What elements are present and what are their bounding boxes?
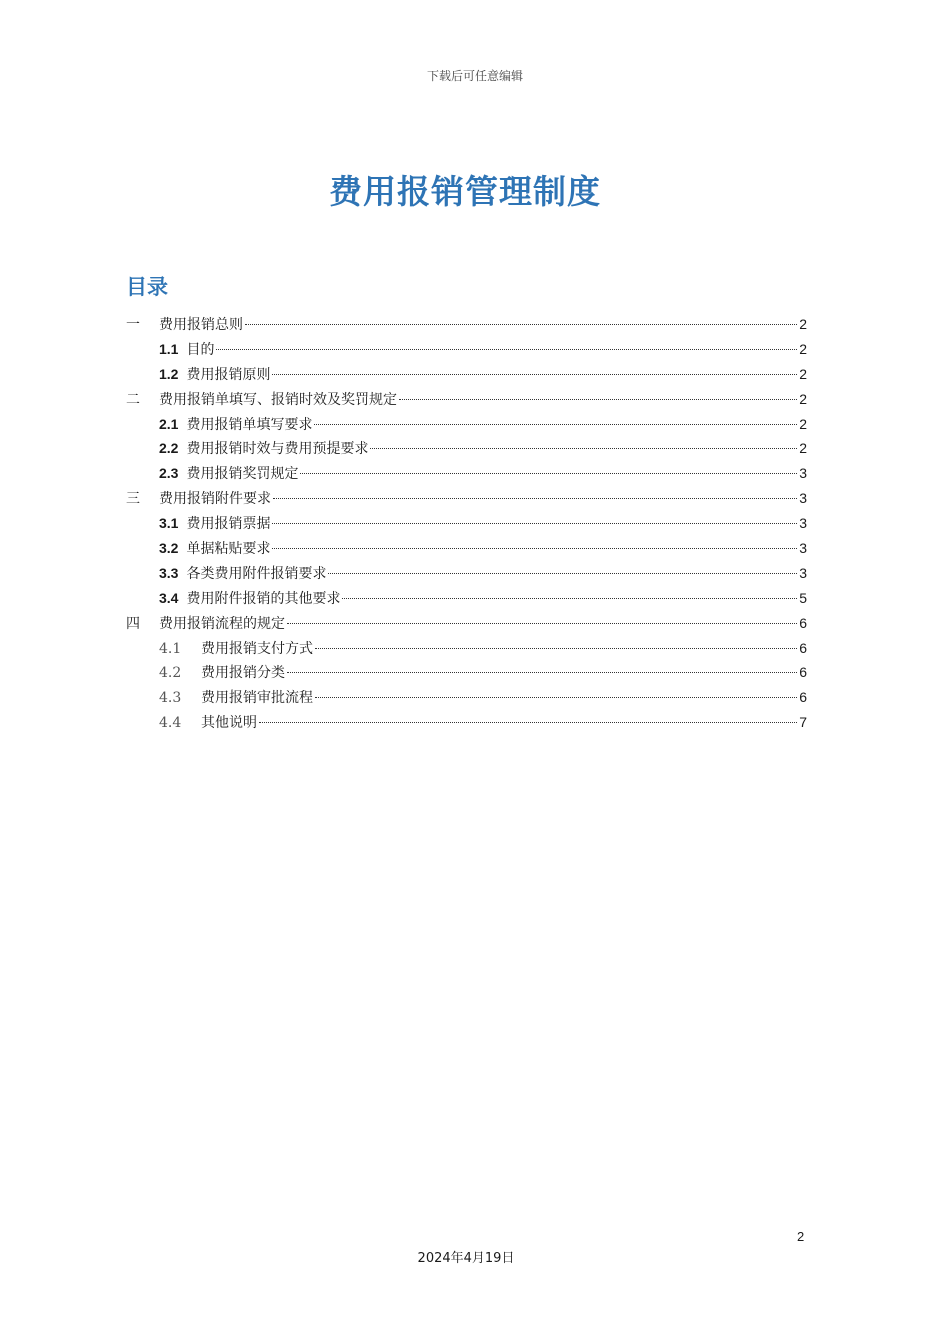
toc-entry[interactable] (126, 511, 807, 536)
toc-entry-page: 3 (799, 465, 807, 482)
toc-entry-page: 3 (799, 490, 807, 507)
toc-dot-leader (287, 672, 797, 673)
toc-entry[interactable] (126, 611, 807, 636)
toc-entry-number: 1.1 (159, 340, 179, 357)
toc-entry-number: 4.1 (159, 640, 182, 657)
toc-entry-page: 2 (799, 340, 807, 357)
toc-entry[interactable] (126, 586, 807, 611)
toc-entry-label: 费用报销附件要求 (159, 491, 271, 508)
toc-dot-leader (370, 448, 797, 449)
toc-entry-number: 3.4 (159, 589, 179, 606)
toc-dot-leader (272, 523, 797, 524)
toc-dot-leader (259, 722, 797, 723)
toc-entry-label: 费用报销分类 (201, 665, 285, 682)
toc-entry-page: 3 (799, 540, 807, 557)
toc-entry-page: 2 (799, 390, 807, 407)
toc-entry-page: 3 (799, 564, 807, 581)
toc-entry[interactable] (126, 486, 807, 511)
toc-entry-number: 3.1 (159, 515, 179, 532)
toc-entry[interactable] (126, 337, 807, 362)
toc-entry-page: 6 (799, 614, 807, 631)
toc-entry[interactable] (126, 412, 807, 437)
toc-entry-number: 3.2 (159, 540, 179, 557)
toc-entry-number: 1.2 (159, 365, 179, 382)
toc-entry-label: 其他说明 (201, 715, 257, 732)
toc-entry-page: 6 (799, 664, 807, 681)
toc-dot-leader (314, 424, 797, 425)
toc-entry[interactable] (126, 436, 807, 461)
toc-dot-leader (315, 697, 797, 698)
toc-entry-label: 费用报销票据 (186, 516, 271, 533)
page-number: 2 (797, 1229, 805, 1244)
footer-date: 2024年4月19日 (417, 1251, 515, 1266)
toc-entry-number: 4.3 (159, 690, 182, 707)
toc-entry-label: 费用报销流程的规定 (159, 615, 285, 632)
toc-dot-leader (245, 324, 797, 325)
toc-entry-label: 费用附件报销的其他要求 (186, 590, 341, 607)
toc-dot-leader (272, 548, 797, 549)
toc-entry[interactable] (126, 387, 807, 412)
table-of-contents (126, 312, 807, 735)
toc-entry-label: 费用报销单填写、报销时效及奖罚规定 (159, 391, 397, 408)
toc-dot-leader (328, 573, 797, 574)
toc-dot-leader (216, 349, 797, 350)
toc-dot-leader (399, 399, 797, 400)
toc-entry-label: 单据粘贴要求 (186, 541, 271, 558)
toc-entry[interactable] (126, 710, 807, 735)
toc-entry-number: 四 (126, 615, 140, 632)
toc-entry[interactable] (126, 685, 807, 710)
toc-entry[interactable] (126, 362, 807, 387)
toc-entry-number: 一 (126, 317, 140, 333)
toc-dot-leader (342, 598, 797, 599)
toc-entry[interactable] (126, 461, 807, 486)
toc-entry-label: 费用报销时效与费用预提要求 (186, 441, 369, 458)
toc-entry-number: 2.2 (159, 440, 179, 457)
toc-dot-leader (272, 374, 797, 375)
toc-entry-label: 费用报销单填写要求 (186, 416, 313, 433)
toc-entry[interactable] (126, 660, 807, 685)
toc-entry-page: 2 (799, 440, 807, 457)
toc-entry-label: 费用报销审批流程 (201, 690, 313, 707)
toc-entry-number: 2.3 (159, 465, 179, 482)
toc-entry-page: 2 (799, 415, 807, 432)
toc-entry[interactable] (126, 536, 807, 561)
toc-entry-page: 6 (799, 639, 807, 656)
toc-entry-label: 各类费用附件报销要求 (186, 565, 327, 582)
toc-entry[interactable] (126, 561, 807, 586)
toc-entry-page: 3 (799, 515, 807, 532)
toc-entry-number: 2.1 (159, 415, 179, 432)
toc-dot-leader (300, 473, 797, 474)
header-note: 下载后可任意编辑 (426, 69, 523, 83)
toc-entry-label: 目的 (186, 341, 215, 358)
toc-heading: 目录 (126, 275, 168, 299)
toc-entry-page: 2 (799, 316, 807, 332)
toc-entry-label: 费用报销原则 (186, 366, 271, 383)
toc-entry-label: 费用报销支付方式 (201, 640, 313, 657)
toc-entry-label: 费用报销总则 (159, 317, 243, 333)
toc-entry[interactable] (126, 636, 807, 661)
toc-entry[interactable] (126, 312, 807, 337)
toc-entry-number: 4.2 (159, 665, 182, 682)
toc-entry-page: 6 (799, 689, 807, 706)
toc-entry-page: 7 (799, 714, 807, 731)
toc-entry-number: 4.4 (159, 715, 182, 732)
toc-dot-leader (315, 648, 797, 649)
toc-entry-number: 二 (126, 391, 140, 408)
toc-entry-number: 3.3 (159, 564, 179, 581)
toc-entry-page: 2 (799, 365, 807, 382)
toc-entry-page: 5 (799, 589, 807, 606)
document-title: 费用报销管理制度 (329, 172, 601, 211)
toc-dot-leader (273, 498, 797, 499)
toc-entry-label: 费用报销奖罚规定 (186, 466, 299, 483)
toc-dot-leader (287, 623, 797, 624)
toc-entry-number: 三 (126, 491, 140, 508)
